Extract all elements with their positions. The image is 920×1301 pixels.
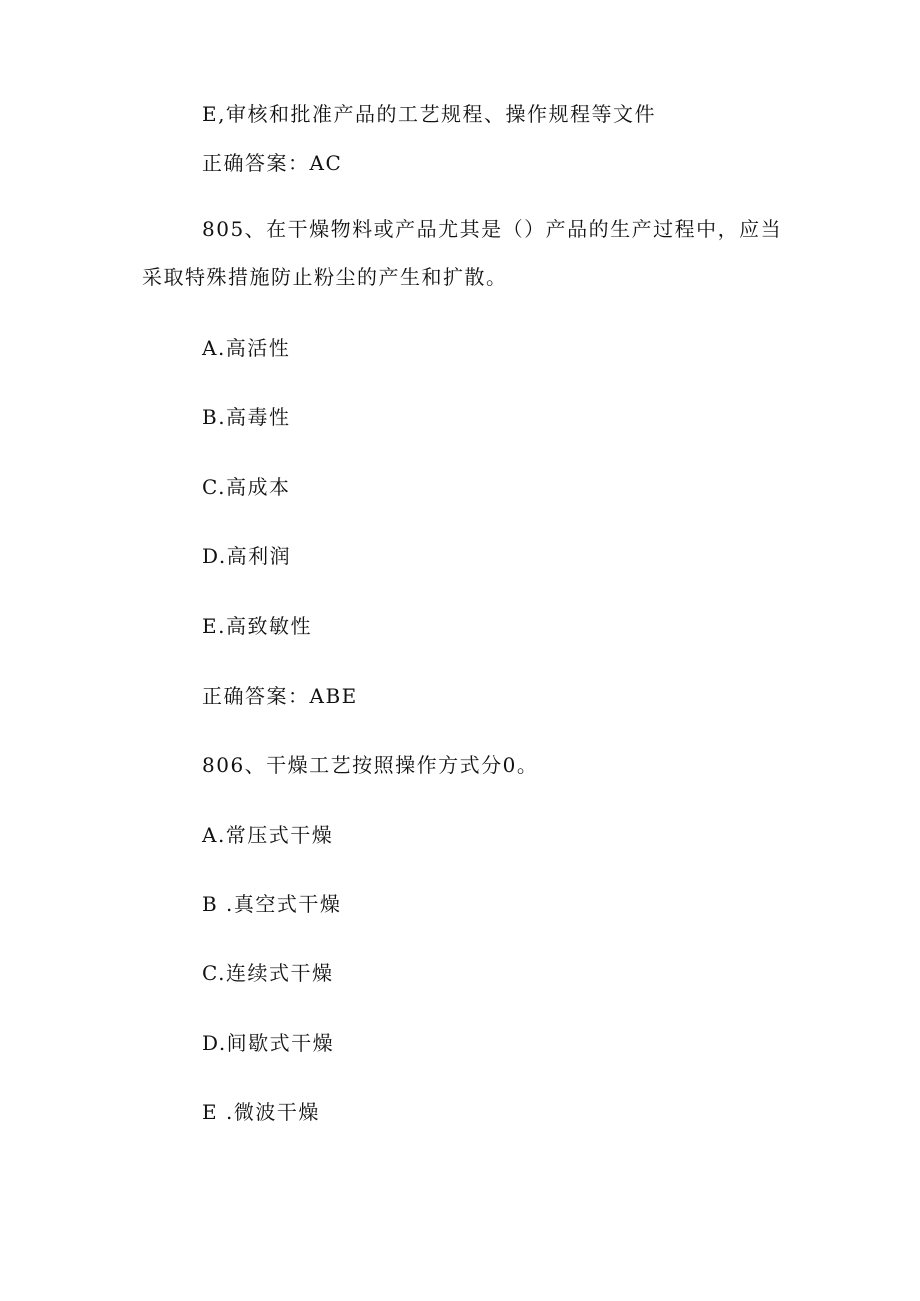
prev-question-option-e: E,审核和批准产品的工艺规程、操作规程等文件	[202, 102, 656, 126]
question-805-option-a: A.高活性	[202, 336, 291, 360]
question-806-stem: 806、干燥工艺按照操作方式分0。	[202, 753, 539, 777]
question-805-option-c: C.高成本	[202, 475, 291, 499]
question-806-option-e: E .微波干燥	[202, 1100, 320, 1124]
question-806-option-b: B .真空式干燥	[202, 892, 342, 916]
question-805-option-b: B.高毒性	[202, 405, 291, 429]
question-805-answer: 正确答案：ABE	[202, 684, 358, 708]
question-806-option-d: D.间歇式干燥	[202, 1031, 335, 1055]
question-805-option-d: D.高利润	[202, 544, 292, 568]
prev-question-answer: 正确答案：AC	[202, 151, 343, 175]
question-806-option-a: A.常压式干燥	[202, 823, 334, 847]
question-805-stem-line2: 采取特殊措施防止粉尘的产生和扩散。	[142, 265, 508, 289]
question-805-option-e: E.高致敏性	[202, 614, 312, 638]
question-805-stem-line1: 805、在干燥物料或产品尤其是（）产品的生产过程中，应当	[202, 217, 783, 241]
question-806-option-c: C.连续式干燥	[202, 961, 334, 985]
